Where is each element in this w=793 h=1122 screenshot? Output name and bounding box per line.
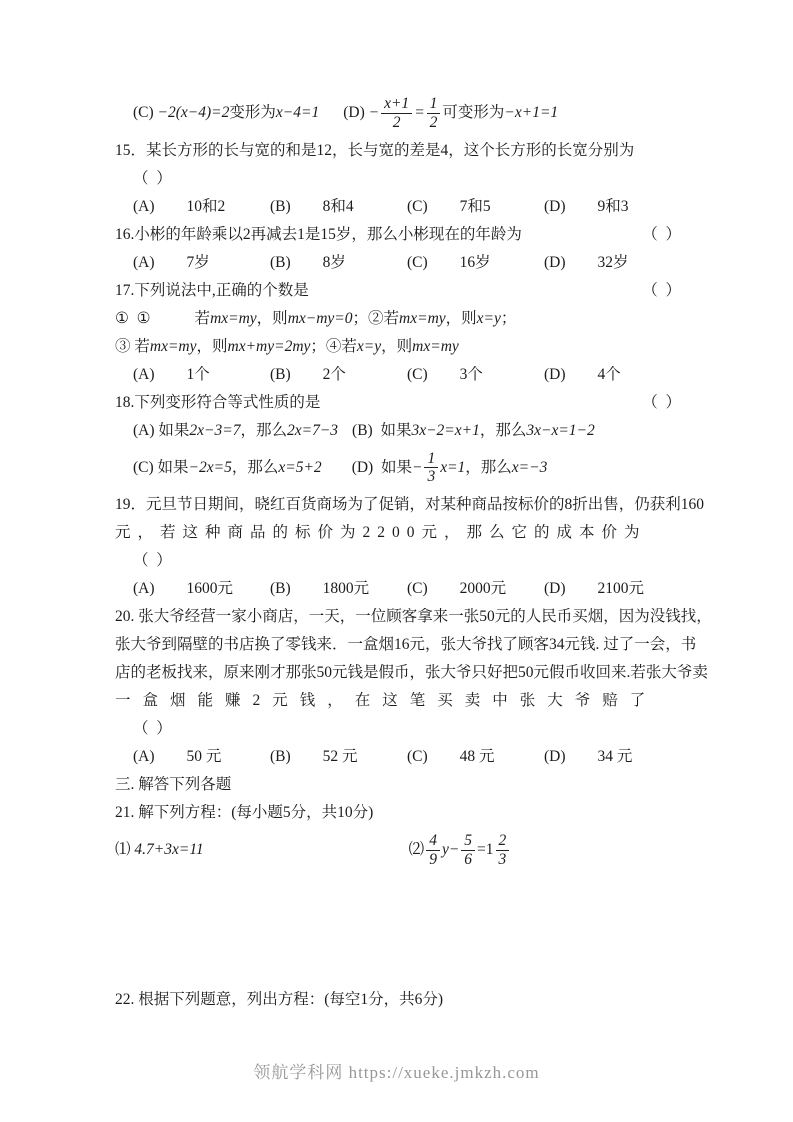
text-span: 若 bbox=[194, 309, 211, 327]
fraction bbox=[424, 450, 438, 487]
fraction-denominator: 3 bbox=[427, 468, 436, 486]
choice-value: 9和3 bbox=[597, 197, 629, 215]
choice-value: 7岁 bbox=[186, 253, 210, 271]
choice-letter: (C) bbox=[407, 365, 428, 383]
footer-watermark: 领航学科网 https://xueke.jmkzh.com bbox=[253, 1063, 540, 1082]
fraction-denominator: 6 bbox=[464, 851, 473, 869]
math-expression: x=−3 bbox=[511, 458, 548, 476]
text-span: ，则 bbox=[256, 309, 288, 327]
q21-equations bbox=[115, 827, 681, 874]
text-span: ；②若 bbox=[352, 309, 400, 327]
spacer bbox=[151, 322, 195, 323]
q21-stem: 21. 解下列方程：(每小题5分，共10分) bbox=[115, 804, 374, 822]
choice-value: 34 元 bbox=[597, 748, 633, 766]
q20-stem-3: 店的老板找来，原来刚才那张50元钱是假币，张大爷只好把50元假币收回来.若张大爷卖 bbox=[115, 664, 708, 682]
text-span: ，那么 bbox=[465, 458, 512, 476]
q20-stem-4: 一盒烟能赚2元钱，在这笔买卖中张大爷赔了 bbox=[115, 692, 658, 710]
q18-choices-ab bbox=[115, 417, 681, 445]
fraction-numerator: x+1 bbox=[381, 95, 412, 114]
text-span: ，则 bbox=[381, 337, 413, 355]
q15-stem: 15．某长方形的长与宽的和是12，长与宽的差是4，这个长方形的长宽分别为 bbox=[115, 141, 635, 159]
text-span: ； bbox=[500, 309, 517, 327]
choice-letter: (D) bbox=[544, 197, 566, 215]
math-expression: − bbox=[368, 103, 380, 121]
choice-letter: (D) bbox=[544, 365, 566, 383]
q20-options bbox=[115, 743, 681, 771]
spacer bbox=[338, 434, 352, 435]
text-span: (C) 如果 bbox=[133, 458, 189, 476]
choice-letter: (B) bbox=[270, 197, 291, 215]
choice-option bbox=[544, 249, 681, 277]
fraction-numerator: 1 bbox=[427, 95, 441, 114]
math-expression: mx=my bbox=[210, 309, 257, 327]
choice-value: 2个 bbox=[322, 365, 346, 383]
q22-stem: 22. 根据下列题意，列出方程：(每空1分，共6分) bbox=[115, 990, 444, 1008]
fraction-numerator: 1 bbox=[424, 450, 438, 469]
text-span: ；④若 bbox=[310, 337, 357, 355]
text-span: ⑴ bbox=[115, 841, 135, 859]
choice-option bbox=[544, 361, 681, 389]
choice-letter: (C) bbox=[407, 197, 428, 215]
q19-blank: （ ） bbox=[133, 552, 172, 570]
q18-choices-cd bbox=[115, 445, 681, 492]
q19-stem-2: 元，若这种商品的标价为2200元，那么它的成本价为 bbox=[115, 524, 647, 542]
text-span: 可变形为 bbox=[442, 103, 505, 121]
fraction-denominator: 3 bbox=[498, 851, 507, 869]
choice-option bbox=[133, 361, 270, 389]
choice-letter: (A) bbox=[133, 197, 155, 215]
choice-option bbox=[407, 193, 544, 221]
choice-letter: (B) bbox=[270, 253, 291, 271]
choice-value: 1800元 bbox=[322, 580, 370, 598]
text-span: (A) 如果 bbox=[133, 421, 190, 439]
fraction-denominator: 9 bbox=[429, 851, 437, 869]
choice-letter: (A) bbox=[133, 365, 155, 383]
choice-option bbox=[270, 743, 407, 771]
text-span: ，则 bbox=[445, 309, 477, 327]
math-expression: 2x−3=7 bbox=[189, 421, 241, 439]
choice-letter: (B) bbox=[270, 365, 291, 383]
fraction-numerator: 5 bbox=[461, 832, 475, 851]
question-text: 18.下列变形符合等式性质的是 bbox=[115, 393, 321, 411]
q16-options bbox=[115, 249, 681, 277]
math-expression: mx+my=2my bbox=[227, 337, 311, 355]
choice-letter: (C) bbox=[407, 580, 428, 598]
q19-options bbox=[115, 575, 681, 603]
fraction-numerator: 2 bbox=[496, 832, 510, 851]
choice-letter: (A) bbox=[133, 748, 155, 766]
answer-blank: （ ） bbox=[642, 281, 681, 299]
math-expression: mx=my bbox=[412, 337, 459, 355]
math-expression: 2x=7−3 bbox=[286, 421, 339, 439]
question-text: 16.小彬的年龄乘以2再减去1是15岁，那么小彬现在的年龄为 bbox=[115, 225, 522, 243]
q16-stem bbox=[115, 221, 681, 249]
fraction-numerator: 4 bbox=[426, 832, 440, 851]
choice-value: 48 元 bbox=[459, 748, 495, 766]
math-expression: x=5+2 bbox=[278, 458, 322, 476]
choice-value: 4个 bbox=[597, 365, 621, 383]
math-expression: −2(x−4)=2 bbox=[157, 103, 230, 121]
text-span: ，则 bbox=[196, 337, 228, 355]
q15-blank: （ ） bbox=[133, 169, 172, 187]
choice-letter: (C) bbox=[407, 748, 428, 766]
q17-stem bbox=[115, 277, 681, 305]
choice-option bbox=[270, 193, 407, 221]
spacer bbox=[319, 116, 343, 117]
text-span: ① ① bbox=[115, 309, 151, 327]
choice-value: 52 元 bbox=[322, 748, 358, 766]
math-expression: 4.7+3x=11 bbox=[134, 841, 204, 859]
q17-items-1 bbox=[115, 305, 681, 333]
choice-value: 1个 bbox=[186, 365, 210, 383]
choice-letter: (A) bbox=[133, 580, 155, 598]
choice-option bbox=[544, 193, 681, 221]
choice-letter: (B) bbox=[270, 748, 291, 766]
q17-options bbox=[115, 361, 681, 389]
choice-letter: (C) bbox=[407, 253, 428, 271]
choice-option bbox=[544, 575, 681, 603]
q19-stem-1: 19．元旦节日期间，晓红百货商场为了促销，对某种商品按标价的8折出售，仍获利160 bbox=[115, 496, 705, 514]
choice-option bbox=[133, 193, 270, 221]
choice-value: 2100元 bbox=[597, 580, 645, 598]
fraction bbox=[381, 95, 412, 132]
text-span: ，那么 bbox=[231, 458, 279, 476]
q14-choices-cd bbox=[115, 90, 681, 137]
document-content bbox=[115, 90, 712, 1014]
fraction bbox=[461, 832, 475, 869]
text-span: 变形为 bbox=[229, 103, 276, 121]
q18-stem bbox=[115, 389, 681, 417]
fraction-denominator: 2 bbox=[392, 113, 401, 131]
choice-option bbox=[133, 249, 270, 277]
text-span: (D) 如果 bbox=[351, 458, 412, 476]
text-span: ⑵ bbox=[408, 841, 425, 859]
choice-option bbox=[407, 361, 544, 389]
choice-value: 16岁 bbox=[459, 253, 491, 271]
math-expression: x=y bbox=[356, 337, 382, 355]
choice-letter: (D) bbox=[544, 748, 566, 766]
text-span: =1 bbox=[477, 841, 494, 859]
choice-option bbox=[133, 575, 270, 603]
choice-letter: (D) bbox=[544, 253, 566, 271]
q17-items-2 bbox=[115, 333, 681, 361]
q20-stem-2: 张大爷到隔壁的书店换了零钱来．一盒烟16元，张大爷找了顾客34元钱. 过了一会，书 bbox=[115, 636, 697, 654]
math-expression: mx=my bbox=[149, 337, 197, 355]
answer-blank: （ ） bbox=[642, 225, 681, 243]
text-span: ，那么 bbox=[479, 421, 527, 439]
choice-option bbox=[270, 361, 407, 389]
spacer bbox=[204, 853, 409, 854]
math-expression: mx=my bbox=[399, 309, 446, 327]
math-expression: − bbox=[411, 458, 423, 476]
choice-option bbox=[133, 743, 270, 771]
choice-option bbox=[407, 743, 544, 771]
choice-letter: (A) bbox=[133, 253, 155, 271]
fraction bbox=[496, 832, 510, 869]
answer-blank: （ ） bbox=[642, 393, 681, 411]
choice-value: 8和4 bbox=[322, 197, 354, 215]
q20-blank: （ ） bbox=[133, 720, 172, 738]
choice-value: 7和5 bbox=[459, 197, 491, 215]
choice-option bbox=[407, 575, 544, 603]
math-expression: = bbox=[414, 103, 425, 121]
math-expression: x=1 bbox=[440, 458, 466, 476]
choice-value: 10和2 bbox=[186, 197, 226, 215]
choice-letter: (D) bbox=[544, 580, 566, 598]
math-expression: y− bbox=[441, 841, 460, 859]
choice-value: 8岁 bbox=[322, 253, 346, 271]
fraction bbox=[427, 95, 441, 132]
question-text: 17.下列说法中,正确的个数是 bbox=[115, 281, 309, 299]
math-expression: x−4=1 bbox=[275, 103, 320, 121]
choice-option bbox=[270, 249, 407, 277]
text-span: ，那么 bbox=[240, 421, 287, 439]
math-expression: mx−my=0 bbox=[287, 309, 353, 327]
choice-value: 50 元 bbox=[186, 748, 222, 766]
text-span: (D) bbox=[343, 103, 369, 121]
spacer bbox=[322, 471, 352, 472]
choice-value: 1600元 bbox=[186, 580, 234, 598]
fraction bbox=[426, 832, 440, 869]
choice-option bbox=[270, 575, 407, 603]
choice-value: 3个 bbox=[459, 365, 483, 383]
choice-value: 32岁 bbox=[597, 253, 629, 271]
choice-letter: (B) bbox=[270, 580, 291, 598]
math-expression: 3x−2=x+1 bbox=[411, 421, 480, 439]
choice-option bbox=[407, 249, 544, 277]
text-span: (C) bbox=[133, 103, 158, 121]
section-3-heading: 三. 解答下列各题 bbox=[115, 776, 232, 794]
choice-option bbox=[544, 743, 681, 771]
math-expression: x=y bbox=[476, 309, 501, 327]
math-expression: −2x=5 bbox=[188, 458, 232, 476]
choice-value: 2000元 bbox=[459, 580, 507, 598]
q20-stem-1: 20. 张大爷经营一家小商店，一天，一位顾客拿来一张50元的人民币买烟，因为没钱找， bbox=[115, 608, 712, 626]
q15-options bbox=[115, 193, 681, 221]
fraction-denominator: 2 bbox=[429, 113, 438, 131]
math-expression: 3x−x=1−2 bbox=[526, 421, 595, 439]
text-span: ③ 若 bbox=[115, 337, 150, 355]
math-expression: −x+1=1 bbox=[504, 103, 559, 121]
text-span: (B) 如果 bbox=[352, 421, 412, 439]
